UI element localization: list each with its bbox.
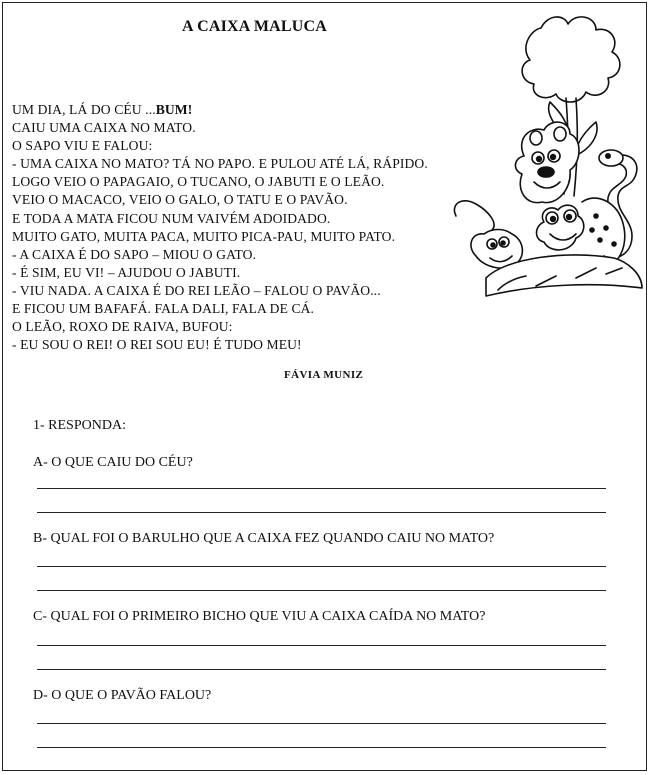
story-line: - A CAIXA É DO SAPO – MIOU O GATO. xyxy=(12,246,257,262)
story-line: - É SIM, EU VI! – AJUDOU O JABUTI. xyxy=(12,264,241,280)
question-d: D- O QUE O PAVÃO FALOU? xyxy=(33,688,212,703)
story-line: - VIU NADA. A CAIXA É DO REI LEÃO – FALOU O PAVÃO... xyxy=(12,282,381,298)
story-line1-text: UM DIA, LÁ DO CÉU ... xyxy=(12,102,156,117)
question-c: C- QUAL FOI O PRIMEIRO BICHO QUE VIU A CAIXA CAÍDA NO MATO? xyxy=(33,609,486,624)
answer-line[interactable] xyxy=(37,645,606,646)
story-line1-bold: BUM! xyxy=(155,102,193,117)
story-line: LOGO VEIO O PAPAGAIO, O TUCANO, O JABUTI E O LEÃO. xyxy=(12,174,385,190)
story-line: MUITO GATO, MUITA PACA, MUITO PICA-PAU, MUITO PATO. xyxy=(12,228,396,244)
story-text xyxy=(12,101,428,354)
story-line xyxy=(12,101,428,119)
story-line: E TODA A MATA FICOU NUM VAIVÉM ADOIDADO. xyxy=(12,210,331,226)
answer-line[interactable] xyxy=(37,590,606,591)
story-line: O SAPO VIU E FALOU: xyxy=(12,138,153,154)
answer-line[interactable] xyxy=(37,488,606,489)
story-line: - EU SOU O REI! O REI SOU EU! É TUDO MEU! xyxy=(12,337,302,353)
answer-line[interactable] xyxy=(37,566,606,567)
story-line: CAIU UMA CAIXA NO MATO. xyxy=(12,120,196,136)
story-line: VEIO O MACACO, VEIO O GALO, O TATU E O PAVÃO. xyxy=(12,192,348,208)
story-line: O LEÃO, ROXO DE RAIVA, BUFOU: xyxy=(12,319,233,335)
question-b: B- QUAL FOI O BARULHO QUE A CAIXA FEZ QUANDO CAIU NO MATO? xyxy=(33,531,495,546)
answer-line[interactable] xyxy=(37,512,606,513)
question-header: 1- RESPONDA: xyxy=(33,418,126,433)
answer-line[interactable] xyxy=(37,723,606,724)
page-title: A CAIXA MALUCA xyxy=(182,18,328,35)
answer-line[interactable] xyxy=(37,669,606,670)
answer-line[interactable] xyxy=(37,747,606,748)
cartoon-animals-illustration xyxy=(446,6,646,306)
question-a: A- O QUE CAIU DO CÉU? xyxy=(33,455,193,470)
story-line: - UMA CAIXA NO MATO? TÁ NO PAPO. E PULOU ATÉ LÁ, RÁPIDO. xyxy=(12,156,428,172)
author-credit: FÁVIA MUNIZ xyxy=(284,369,364,381)
story-line: E FICOU UM BAFAFÁ. FALA DALI, FALA DE CÁ. xyxy=(12,301,315,317)
